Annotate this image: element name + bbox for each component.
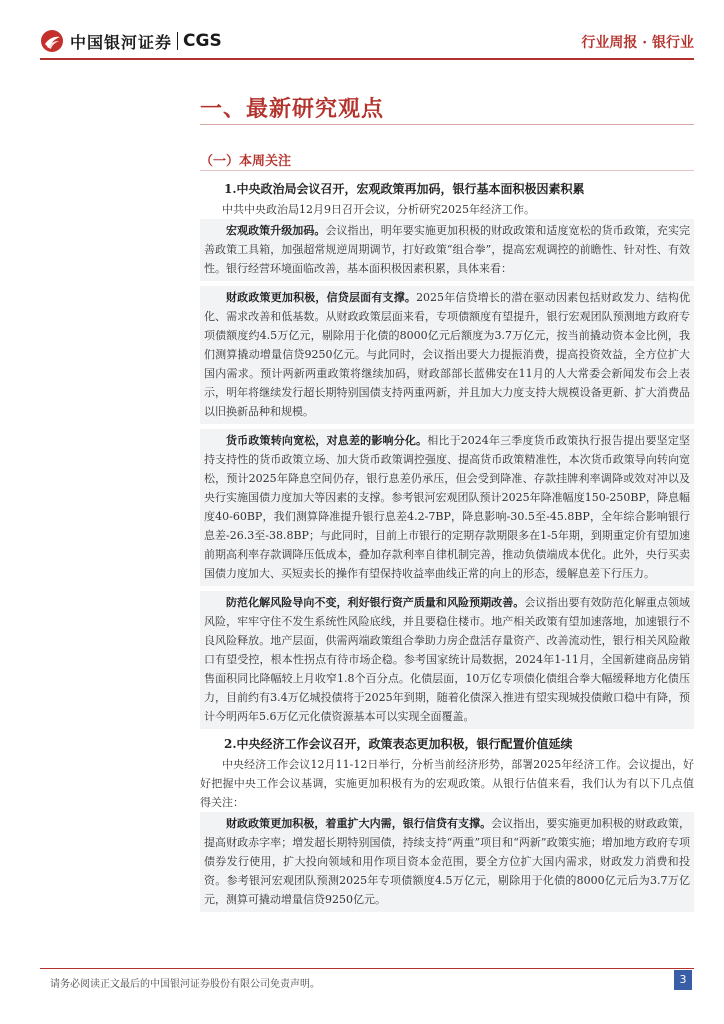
brand-separator bbox=[177, 32, 178, 50]
topic-title: 1.中央政治局会议召开，宏观政策再加码，银行基本面积极因素积累 bbox=[224, 182, 585, 196]
page-header bbox=[0, 0, 724, 62]
chapter-divider bbox=[200, 124, 694, 125]
topic-title: 2.中央经济工作会议召开，政策表态更加积极，银行配置价值延续 bbox=[224, 737, 573, 751]
paragraph-lead: 宏观政策升级加码。 bbox=[226, 224, 326, 237]
brand-name-cn: 中国银河证券 bbox=[70, 32, 173, 52]
brand-logo-icon bbox=[40, 29, 64, 53]
analysis-block bbox=[200, 812, 694, 912]
brand-name-en: CGS bbox=[183, 31, 222, 51]
footer-divider bbox=[40, 968, 694, 969]
section-title: （一）本周关注 bbox=[200, 154, 292, 169]
brand-logo bbox=[40, 28, 222, 54]
analysis-block bbox=[200, 591, 694, 729]
topic-intro: 中共中央政治局12月9日召开会议，分析研究2025年经济工作。 bbox=[222, 203, 535, 216]
page-number: 3 bbox=[674, 970, 692, 990]
paragraph bbox=[204, 593, 690, 726]
paragraph-lead: 财政政策更加积极，信贷层面有支撑。 bbox=[226, 291, 417, 304]
paragraph bbox=[204, 814, 690, 909]
paragraph bbox=[204, 221, 690, 278]
paragraph bbox=[204, 431, 690, 583]
footer-disclaimer: 请务必阅读正文最后的中国银河证券股份有限公司免责声明。 bbox=[50, 979, 320, 990]
section-divider bbox=[200, 170, 694, 171]
chapter-title: 一、最新研究观点 bbox=[200, 96, 385, 122]
paragraph-body: 会议指出，要实施更加积极的财政政策，提高财政赤字率；增发超长期特别国债，持续支持“两重”项目和“两新”政策实施；增加地方政府专项债券发行使用，扩大投向领域和用作项目资本金范围，要全方位扩大国内需求，财政发力消费和投资。参考银河宏观团队预测2025年专项债额度4.5万亿元，剔除用于化债的8000亿元后为3.7万亿元，测算可撬动增量信贷9250亿元。 bbox=[204, 817, 691, 906]
analysis-block bbox=[200, 286, 694, 424]
header-divider bbox=[40, 58, 694, 60]
paragraph-body: 会议指出要有效防范化解重点领域风险，牢牢守住不发生系统性风险底线，并且要稳住楼市。地产相关政策有望加速落地，加速银行不良风险释放。地产层面，供需两端政策组合拳助力房企盘活存量资产、改善流动性，银行相关风险敞口有望受控，根本性拐点有待市场企稳。参考国家统计局数据，2024年1-11月，全国新建商品房销售面积同比降幅较上月收窄1.8个百分点。化债层面，10万亿专项债化债组合拳大幅缓释地方化债压力，目前约有3.4万亿城投债将于2025年到期，随着化债深入推进有望实现城投债敞口稳中有降，预计今明两年5.6万亿元化债资源基本可以实现全面覆盖。 bbox=[204, 596, 691, 723]
paragraph-lead: 防范化解风险导向不变，利好银行资产质量和风险预期改善。 bbox=[226, 596, 525, 609]
paragraph-lead: 财政政策更加积极，着重扩大内需，银行信贷有支撑。 bbox=[226, 817, 492, 830]
analysis-block bbox=[200, 219, 694, 281]
report-type: 行业周报 · 银行业 bbox=[581, 35, 694, 51]
paragraph bbox=[204, 288, 690, 421]
paragraph-lead: 货币政策转向宽松，对息差的影响分化。 bbox=[226, 434, 428, 447]
paragraph-body: 2025年信贷增长的潜在驱动因素包括财政发力、结构优化、需求改善和低基数。从财政政策层面来看，专项债额度有望提升，银行宏观团队预测地方政府专项债额度约4.5万亿元，剔除用于化债的8000亿元后额度为3.7万亿元，按当前撬动资本金比例，我们测算撬动增量信贷9250亿元。与此同时，会议指出要大力提振消费，提高投资效益，全方位扩大国内需求。预计两新两重政策将继续加码，财政部部长蓝佛安在11月的人大常委会新闻发布会上表示，明年将继续发行超长期特别国债支持两重两新，并且加大力度支持大规模设备更新、扩大消费品以旧换新品种和规模。 bbox=[204, 291, 691, 418]
analysis-block bbox=[200, 429, 694, 586]
report-body bbox=[200, 174, 694, 912]
topic-intro: 中央经济工作会议12月11-12日举行，分析当前经济形势，部署2025年经济工作。会议提出，好好把握中央工作会议基调，实施更加积极有为的宏观政策。从银行估值来看，我们认为有以下几点值得关注： bbox=[200, 758, 694, 809]
paragraph-body: 会议指出，明年要实施更加积极的财政政策和适度宽松的货币政策，充实完善政策工具箱，加强超常规逆周期调节，打好政策“组合拳”，提高宏观调控的前瞻性、针对性、有效性。银行经营环境面临改善，基本面积极因素积累，具体来看： bbox=[204, 224, 691, 275]
paragraph-body: 相比于2024年三季度货币政策执行报告提出要坚定坚持支持性的货币政策立场、加大货币政策调控强度、提高货币政策精准性，本次货币政策导向转向宽松，预计2025年降息空间仍存，银行息差仍承压，但会受到降准、存款挂牌利率调降或效对冲以及央行实施国债力度加大等因素的支撑。参考银河宏观团队预计2025年降准幅度150-250BP，降息幅度40-60BP，我们测算降准提升银行息差4.2-7BP，降息影响-30.5至-45.8BP，全年综合影响银行息差-26.3至-38.8BP；与此同时，目前上市银行的定期存款期限多在1-5年期，到期重定价有望加速前期高利率存款调降压低成本，叠加存款利率自律机制完善，推动负债端成本优化。此外，央行买卖国债力度加大、买短卖长的操作有望保持收益率曲线正常的向上的形态，缓解息差下行压力。 bbox=[204, 434, 690, 580]
